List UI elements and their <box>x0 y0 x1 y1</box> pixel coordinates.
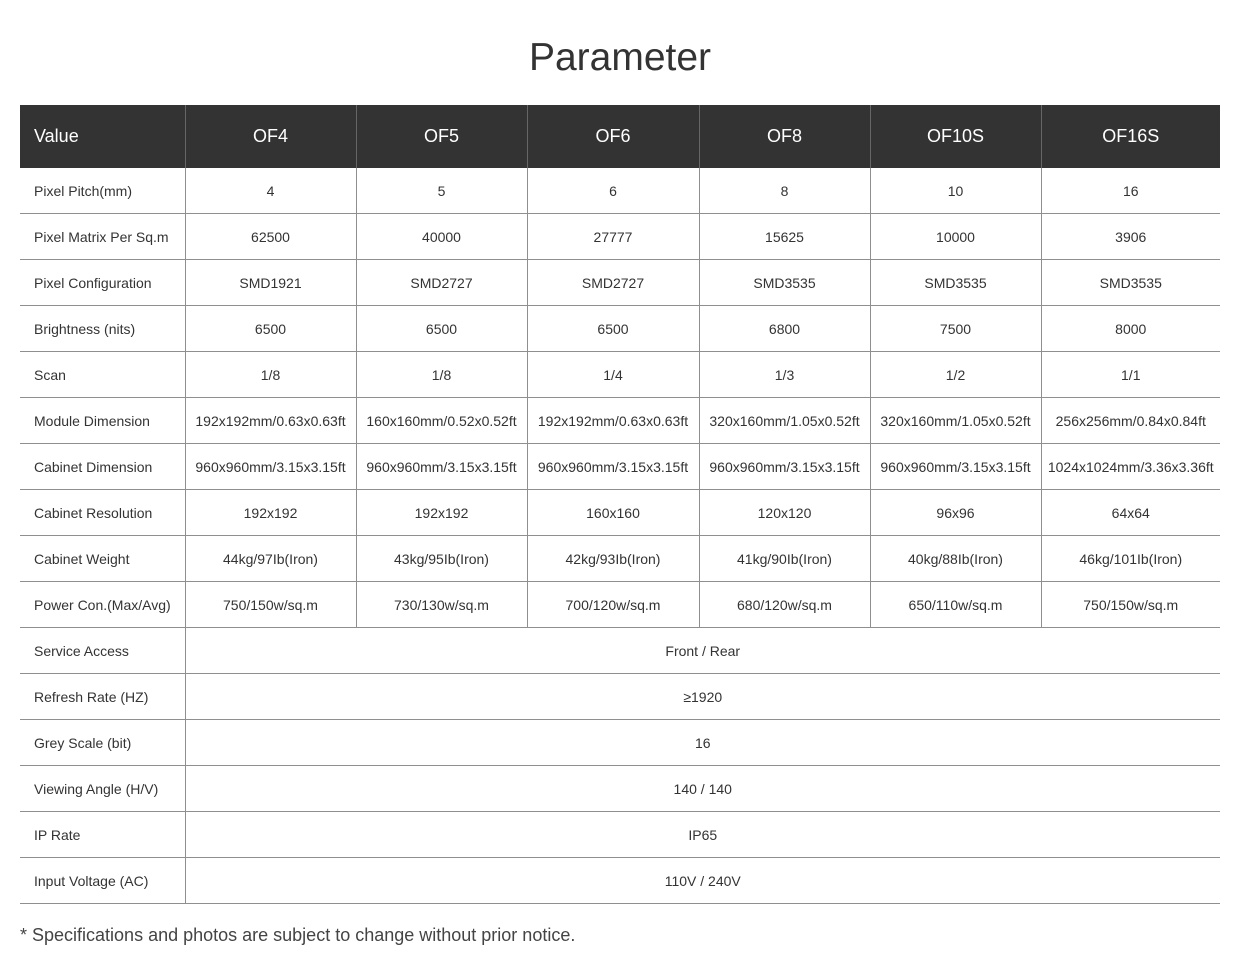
row-label: Power Con.(Max/Avg) <box>20 582 185 628</box>
merged-cell: ≥1920 <box>185 674 1220 720</box>
table-row <box>20 214 1220 260</box>
row-label: Scan <box>20 352 185 398</box>
table-cell: 8000 <box>1041 306 1220 352</box>
table-cell: 8 <box>699 168 870 214</box>
merged-cell: 140 / 140 <box>185 766 1220 812</box>
table-cell: 160x160 <box>527 490 699 536</box>
table-cell: 62500 <box>185 214 356 260</box>
table-cell: 40000 <box>356 214 527 260</box>
table-cell: 1/4 <box>527 352 699 398</box>
table-cell: 192x192mm/0.63x0.63ft <box>527 398 699 444</box>
footnote: * Specifications and photos are subject to change without prior notice. <box>20 925 576 945</box>
table-cell: 160x160mm/0.52x0.52ft <box>356 398 527 444</box>
table-cell: 10000 <box>870 214 1041 260</box>
table-cell: 10 <box>870 168 1041 214</box>
table-row <box>20 168 1220 214</box>
table-cell: SMD2727 <box>356 260 527 306</box>
merged-cell: Front / Rear <box>185 628 1220 674</box>
page-title: Parameter <box>528 36 712 79</box>
row-label: Cabinet Dimension <box>20 444 185 490</box>
table-row <box>20 352 1220 398</box>
row-label: Cabinet Resolution <box>20 490 185 536</box>
table-row-shared <box>20 628 1220 674</box>
row-label: Refresh Rate (HZ) <box>20 674 185 720</box>
table-row <box>20 444 1220 490</box>
table-cell: SMD1921 <box>185 260 356 306</box>
header-cell-model: OF5 <box>356 105 527 168</box>
table-row <box>20 306 1220 352</box>
table-cell: 650/110w/sq.m <box>870 582 1041 628</box>
table-cell: SMD3535 <box>699 260 870 306</box>
header-cell-model: OF16S <box>1041 105 1220 168</box>
table-cell: 4 <box>185 168 356 214</box>
table-cell: 192x192 <box>185 490 356 536</box>
header-cell-model: OF4 <box>185 105 356 168</box>
header-cell-model: OF6 <box>527 105 699 168</box>
table-cell: 192x192 <box>356 490 527 536</box>
table-cell: 960x960mm/3.15x3.15ft <box>699 444 870 490</box>
table-cell: SMD3535 <box>870 260 1041 306</box>
row-label: Module Dimension <box>20 398 185 444</box>
table-row-shared <box>20 812 1220 858</box>
table-row <box>20 582 1220 628</box>
table-cell: 320x160mm/1.05x0.52ft <box>699 398 870 444</box>
table-cell: 1/1 <box>1041 352 1220 398</box>
table-cell: 6500 <box>527 306 699 352</box>
table-cell: 1/8 <box>356 352 527 398</box>
table-row-shared <box>20 674 1220 720</box>
table-cell: 730/130w/sq.m <box>356 582 527 628</box>
table-cell: 15625 <box>699 214 870 260</box>
row-label: Pixel Configuration <box>20 260 185 306</box>
table-cell: 960x960mm/3.15x3.15ft <box>356 444 527 490</box>
row-label: IP Rate <box>20 812 185 858</box>
table-cell: 256x256mm/0.84x0.84ft <box>1041 398 1220 444</box>
table-cell: 44kg/97Ib(Iron) <box>185 536 356 582</box>
merged-cell: 110V / 240V <box>185 858 1220 904</box>
table-cell: 960x960mm/3.15x3.15ft <box>527 444 699 490</box>
table-cell: 1/8 <box>185 352 356 398</box>
table-cell: 6500 <box>185 306 356 352</box>
table-cell: 16 <box>1041 168 1220 214</box>
row-label: Grey Scale (bit) <box>20 720 185 766</box>
table-cell: 6800 <box>699 306 870 352</box>
header-row <box>20 105 1220 168</box>
spec-table <box>20 105 1220 904</box>
merged-cell: 16 <box>185 720 1220 766</box>
header-cell-value: Value <box>20 105 185 168</box>
row-label: Viewing Angle (H/V) <box>20 766 185 812</box>
table-row <box>20 490 1220 536</box>
table-cell: 3906 <box>1041 214 1220 260</box>
table-cell: 46kg/101Ib(Iron) <box>1041 536 1220 582</box>
table-cell: 1024x1024mm/3.36x3.36ft <box>1041 444 1220 490</box>
row-label: Pixel Pitch(mm) <box>20 168 185 214</box>
row-label: Brightness (nits) <box>20 306 185 352</box>
header-cell-model: OF10S <box>870 105 1041 168</box>
table-cell: 120x120 <box>699 490 870 536</box>
row-label: Pixel Matrix Per Sq.m <box>20 214 185 260</box>
table-cell: 96x96 <box>870 490 1041 536</box>
table-header <box>20 105 1220 168</box>
header-cell-model: OF8 <box>699 105 870 168</box>
table-row <box>20 398 1220 444</box>
row-label: Cabinet Weight <box>20 536 185 582</box>
table-cell: 41kg/90Ib(Iron) <box>699 536 870 582</box>
table-cell: 192x192mm/0.63x0.63ft <box>185 398 356 444</box>
table-cell: 960x960mm/3.15x3.15ft <box>870 444 1041 490</box>
table-row-shared <box>20 720 1220 766</box>
table-body <box>20 168 1220 904</box>
table-row-shared <box>20 858 1220 904</box>
table-cell: SMD3535 <box>1041 260 1220 306</box>
table-cell: 750/150w/sq.m <box>1041 582 1220 628</box>
table-cell: 64x64 <box>1041 490 1220 536</box>
table-cell: 27777 <box>527 214 699 260</box>
table-cell: 1/3 <box>699 352 870 398</box>
table-cell: 5 <box>356 168 527 214</box>
table-row-shared <box>20 766 1220 812</box>
table-cell: 40kg/88Ib(Iron) <box>870 536 1041 582</box>
table-cell: 680/120w/sq.m <box>699 582 870 628</box>
row-label: Input Voltage (AC) <box>20 858 185 904</box>
table-cell: SMD2727 <box>527 260 699 306</box>
table-cell: 42kg/93Ib(Iron) <box>527 536 699 582</box>
table-cell: 6500 <box>356 306 527 352</box>
table-cell: 7500 <box>870 306 1041 352</box>
table-cell: 6 <box>527 168 699 214</box>
table-cell: 960x960mm/3.15x3.15ft <box>185 444 356 490</box>
table-cell: 750/150w/sq.m <box>185 582 356 628</box>
table-cell: 700/120w/sq.m <box>527 582 699 628</box>
table-row <box>20 536 1220 582</box>
table-cell: 1/2 <box>870 352 1041 398</box>
merged-cell: IP65 <box>185 812 1220 858</box>
table-cell: 320x160mm/1.05x0.52ft <box>870 398 1041 444</box>
row-label: Service Access <box>20 628 185 674</box>
table-row <box>20 260 1220 306</box>
table-cell: 43kg/95Ib(Iron) <box>356 536 527 582</box>
